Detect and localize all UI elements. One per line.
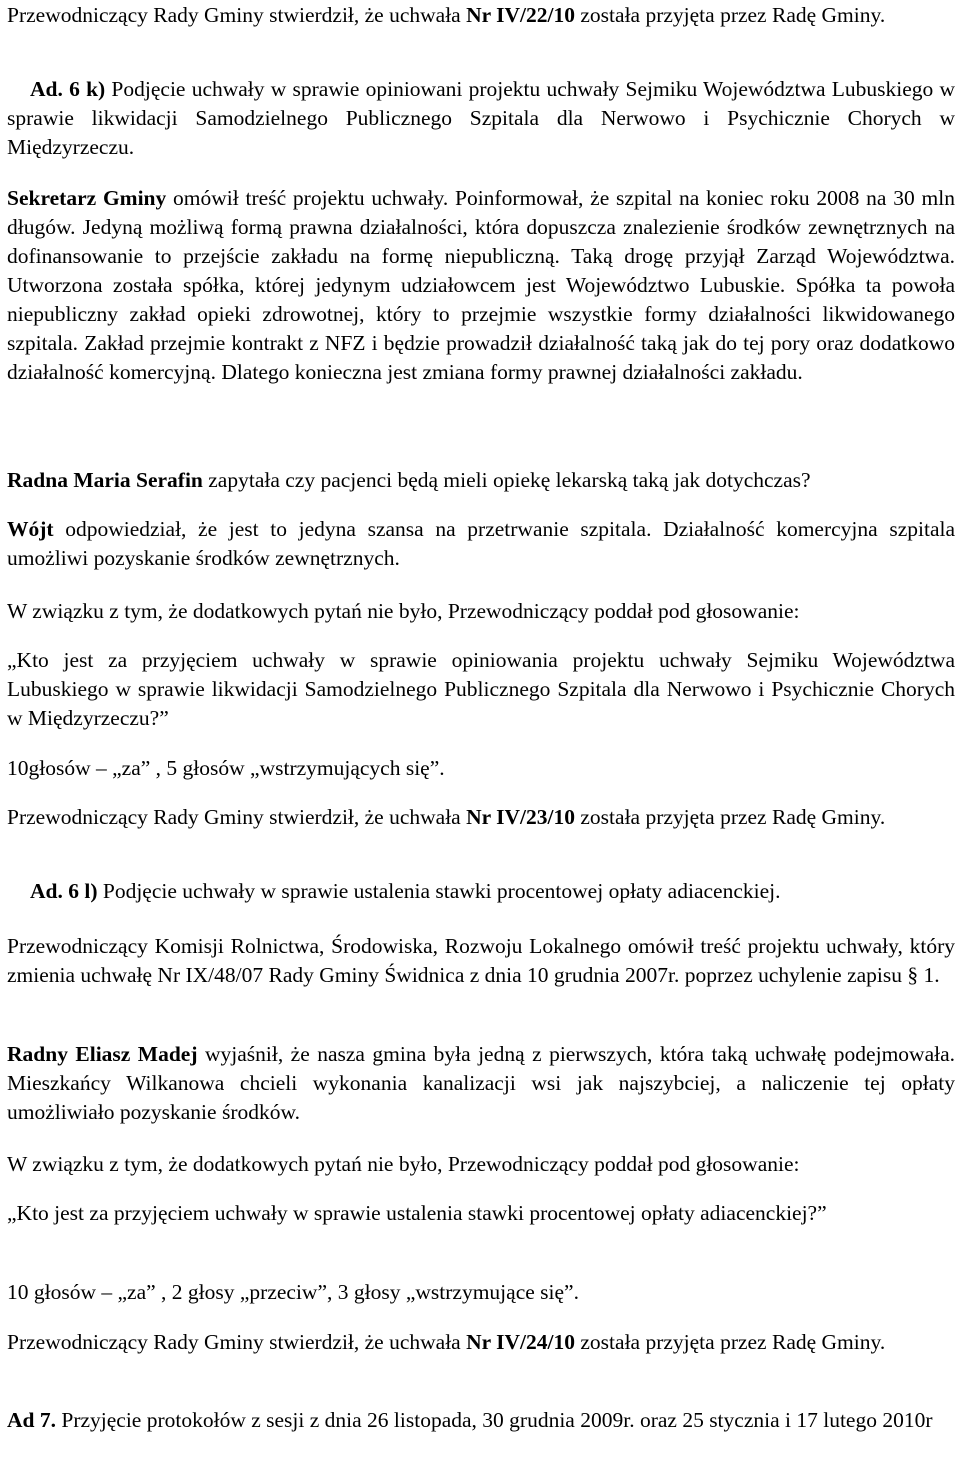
committee-chair-statement	[7, 932, 955, 990]
paragraph-text: została przyjęta przez Radę Gminy.	[575, 805, 886, 829]
agenda-item-label: Ad 7.	[7, 1408, 56, 1432]
paragraph-text: Przewodniczący Komisji Rolnictwa, Środowiska, Rozwoju Lokalnego omówił treść projektu uchwały, który zmienia uchwałę Nr IX/48/07 Rady Gminy Świdnica z dnia 10 grudnia 2007r. poprzez uchylenie zapisu § 1.	[7, 934, 955, 987]
paragraph-text: Podjęcie uchwały w sprawie opiniowani projektu uchwały Sejmiku Województwa Lubuskiego w sprawie likwidacji Samodzielnego Publicznego Szpitala dla Nerwowo i Psychicznie Chorych w Międzyrzeczu.	[7, 77, 955, 159]
agenda-item-label: Ad. 6 l)	[30, 879, 98, 903]
speaker-name: Sekretarz Gminy	[7, 186, 167, 210]
agenda-item-label: Ad.	[30, 77, 63, 101]
paragraph-text: omówił treść projektu uchwały. Poinformował, że szpital na koniec roku 2008 na 30 mln długów. Jedyną możliwą formą prawna działalności, która dopuszcza znalezienie środków zewnętrznych na dofinansowanie to przejście zakładu na formę niepubliczną. Taką drogę przyjął Zarząd Województwa. Utworzona została spółka, której jedynym udziałowcem jest Województwo Lubuskie. Spółka ta powoła niepubliczny zakład opieki zdrowotnej, który to przejmie wszystkie formy działalności likwidowanego szpitala. Zakład przejmie kontrakt z NFZ i będzie prowadził działalność taką jak do tej pory oraz dodatkowo działalność komercyjną. Dlatego konieczna jest zmiana formy prawnej działalności zakładu.	[7, 186, 955, 384]
speaker-name: Wójt	[7, 517, 54, 541]
vote-result-1	[7, 754, 955, 783]
councillor-madej-statement	[7, 1040, 955, 1127]
paragraph-text: Przyjęcie protokołów z sesji z dnia 26 listopada, 30 grudnia 2009r. oraz 25 stycznia i 17 lutego 2010r	[55, 1408, 933, 1432]
resolution-adopted-iv-22	[7, 1, 955, 30]
councillor-serafin-question	[7, 466, 955, 495]
paragraph-text: „Kto jest za przyjęciem uchwały w sprawie opiniowania projektu uchwały Sejmiku Województwa Lubuskiego w sprawie likwidacji Samodzielnego Publicznego Szpitala dla Nerwowo i Psychicznie Chorych w Międzyrzeczu?”	[7, 648, 955, 730]
resolution-adopted-iv-23	[7, 803, 955, 832]
paragraph-text: została przyjęta przez Radę Gminy.	[575, 1330, 886, 1354]
resolution-number: Nr IV/23/10	[466, 805, 576, 829]
vote-call-2	[7, 1150, 955, 1179]
mayor-answer	[7, 515, 955, 573]
secretary-statement	[7, 184, 955, 387]
speaker-name: Radna Maria Serafin	[7, 468, 203, 492]
agenda-item-6k	[7, 75, 955, 162]
paragraph-text: W związku z tym, że dodatkowych pytań nie było, Przewodniczący poddał pod głosowanie:	[7, 599, 800, 623]
paragraph-text: zapytała czy pacjenci będą mieli opiekę lekarską taką jak dotychczas?	[202, 468, 811, 492]
paragraph-text: Przewodniczący Rady Gminy stwierdził, że uchwała	[7, 1330, 467, 1354]
paragraph-text: odpowiedział, że jest to jedyna szansa na przetrwanie szpitala. Działalność komercyjna szpitala umożliwi pozyskanie środków zewnętrznych.	[7, 517, 955, 570]
paragraph-text: 10głosów – „za” , 5 głosów „wstrzymujących się”.	[7, 756, 445, 780]
paragraph-text: Przewodniczący Rady Gminy stwierdził, że uchwała	[7, 805, 467, 829]
paragraph-text: W związku z tym, że dodatkowych pytań nie było, Przewodniczący poddał pod głosowanie:	[7, 1152, 800, 1176]
resolution-adopted-iv-24	[7, 1328, 955, 1357]
agenda-item-7	[7, 1406, 955, 1435]
paragraph-text: została przyjęta przez Radę Gminy.	[575, 3, 886, 27]
vote-result-2	[7, 1278, 955, 1307]
resolution-number: Nr IV/24/10	[466, 1330, 576, 1354]
paragraph-text: Podjęcie uchwały w sprawie ustalenia stawki procentowej opłaty adiacenckiej.	[97, 879, 781, 903]
agenda-item-6l	[7, 877, 955, 906]
vote-question-1	[7, 646, 955, 733]
paragraph-text: „Kto jest za przyjęciem uchwały w sprawie ustalenia stawki procentowej opłaty adiacenckiej?”	[7, 1201, 827, 1225]
resolution-number: Nr IV/22/10	[466, 3, 576, 27]
paragraph-text: Przewodniczący Rady Gminy stwierdził, że uchwała	[7, 3, 467, 27]
vote-call-1	[7, 597, 955, 626]
paragraph-text: 10 głosów – „za” , 2 głosy „przeciw”, 3 głosy „wstrzymujące się”.	[7, 1280, 579, 1304]
agenda-item-number: 6 k)	[62, 77, 106, 101]
paragraph-text: wyjaśnił, że nasza gmina była jedną z pierwszych, która taką uchwałę podejmowała. Mieszkańcy Wilkanowa chcieli wykonania kanalizacji wsi jak najszybciej, a naliczenie tej opłaty umożliwiało pozyskanie środków.	[7, 1042, 956, 1124]
speaker-name: Radny Eliasz Madej	[7, 1042, 198, 1066]
vote-question-2	[7, 1199, 955, 1228]
